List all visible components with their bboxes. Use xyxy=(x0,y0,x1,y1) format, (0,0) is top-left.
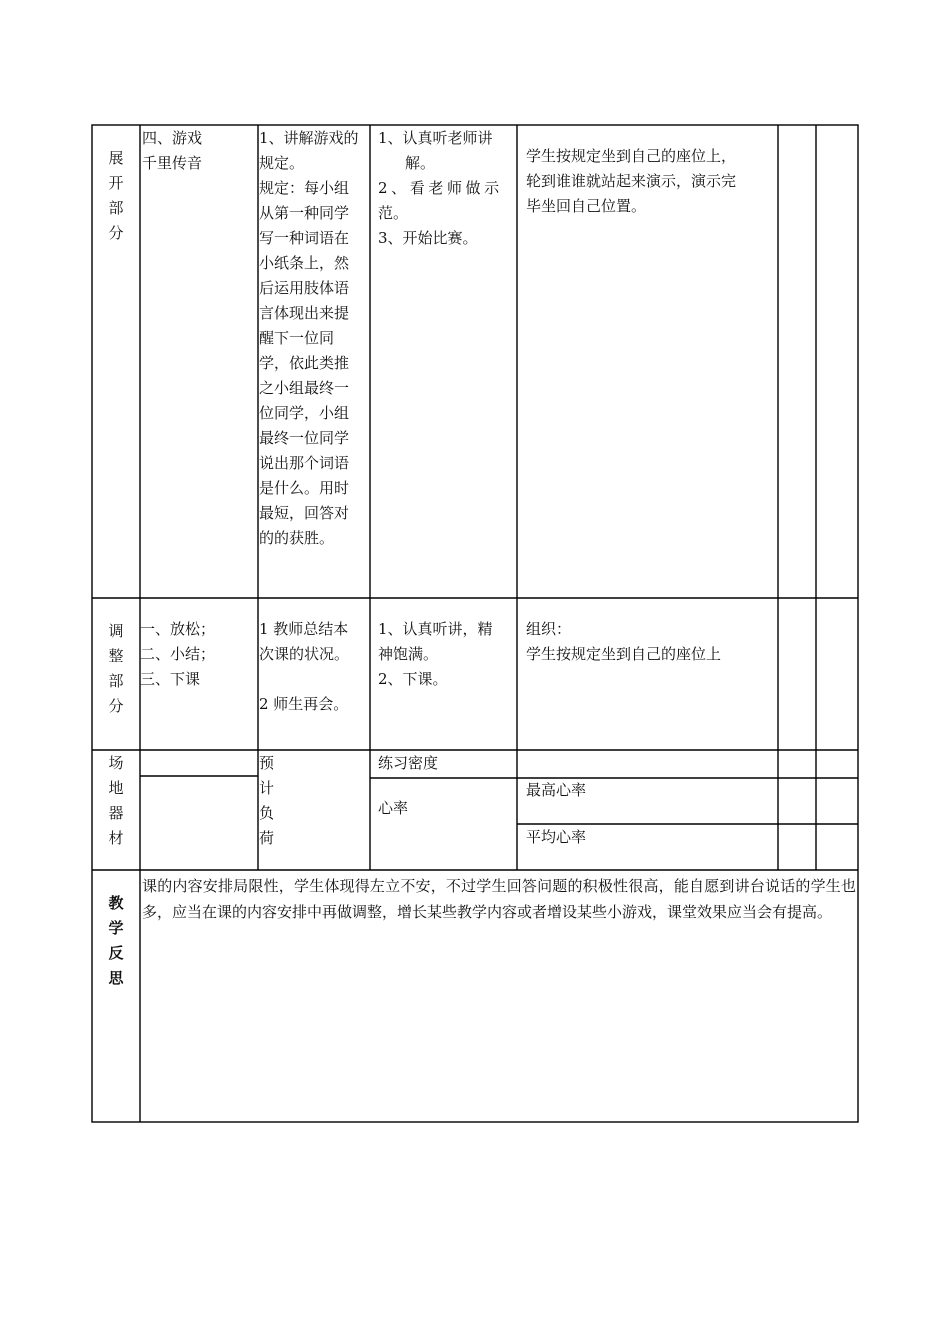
max-heart-rate-label: 最高心率 xyxy=(526,781,587,799)
adjust-organization-text: 学生按规定坐到自己的座位上 xyxy=(526,645,722,663)
heart-rate-label: 心率 xyxy=(378,799,409,817)
expand-content: 四、游戏 千里传音 xyxy=(142,129,203,172)
section-label-expand: 展 开 部 分 xyxy=(108,149,124,242)
avg-heart-rate-label: 平均心率 xyxy=(526,828,587,846)
expected-load-label: 预 计 负 荷 xyxy=(259,754,275,847)
adjust-student-activity: 1、认真听讲，精 神饱满。 2、下课。 xyxy=(378,620,493,688)
reflection-text: 课的内容安排局限性，学生体现得左立不安，不过学生回答问题的积极性很高，能自愿到讲台说话的学生也多，应当在课的内容安排中再做调整，增长某些教学内容或者增设某些小游戏，课堂效果应当会有提高。 xyxy=(142,877,856,921)
adjust-teacher-summary: 1 教师总结本 次课的状况。 xyxy=(259,620,350,663)
section-label-reflection: 教 学 反 思 xyxy=(108,894,124,987)
expand-student-step-1: 1、认真听老师讲 xyxy=(378,129,493,147)
section-label-venue: 场 地 器 材 xyxy=(108,754,124,847)
adjust-organization-title: 组织： xyxy=(526,620,572,638)
expand-student-step-3: 3、开始比赛。 xyxy=(378,229,478,247)
expand-student-step-1-cont: 解。 xyxy=(405,154,436,172)
adjust-content: 一、放松； 二、小结； 三、下课 xyxy=(140,620,216,688)
expand-teacher-activity: 1、讲解游戏的 规定。 规定：每小组 从第一种同学 写一种词语在 小纸条上，然 后运用肢体语 言体现出来提 醒下一位同 学，依此类推 之小组最终一 位同学，小组 最终一位同学 说出那个词语 是什么。用时 最短，回答对 的的获胜。 xyxy=(259,129,359,547)
section-label-adjust: 调 整 部 分 xyxy=(108,622,124,715)
expand-organization: 学生按规定坐到自己的座位上， 轮到谁谁就站起来演示，演示完 毕坐回自己位置。 xyxy=(526,147,737,215)
adjust-teacher-farewell: 2 师生再会。 xyxy=(259,695,349,713)
expand-student-step-2-cont: 范。 xyxy=(378,204,409,222)
practice-density-label: 练习密度 xyxy=(378,754,439,772)
expand-student-step-2: 2、看老师做示 xyxy=(378,179,503,197)
